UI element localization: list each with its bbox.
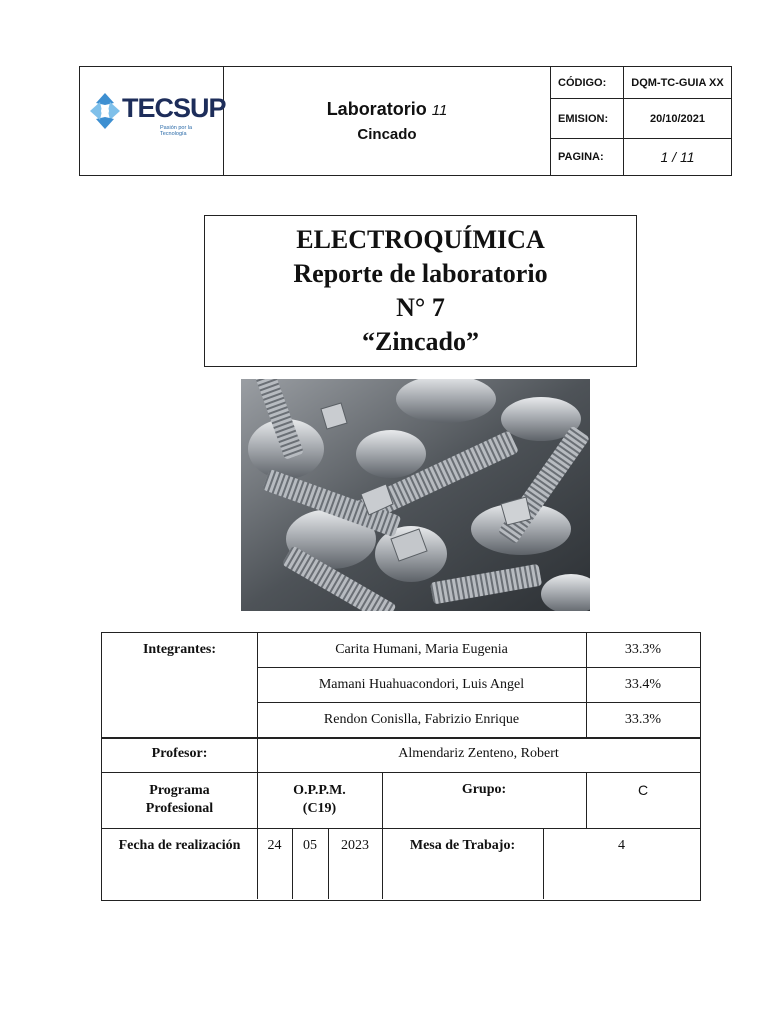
lab-title-cell — [224, 67, 551, 175]
programa-label-line2: Profesional — [145, 801, 214, 816]
lab-subtitle: Cincado — [357, 126, 417, 143]
report-number: N° 7 — [396, 293, 445, 322]
profesor-value: Almendariz Zenteno, Robert — [398, 746, 559, 761]
pagina-value: 1 / 11 — [660, 149, 695, 165]
emision-value: 20/10/2021 — [624, 99, 731, 139]
programa-value-line2: (C19) — [302, 801, 337, 816]
report-course: ELECTROQUÍMICA — [296, 225, 545, 254]
fecha-year: 2023 — [341, 838, 369, 853]
programa-label — [102, 782, 257, 818]
lab-number: 11 — [431, 102, 448, 119]
emision-label: EMISION: — [551, 99, 624, 139]
logo-wordmark: TECSUP — [122, 93, 226, 123]
mesa-label: Mesa de Trabajo: — [409, 838, 516, 853]
info-table — [101, 632, 701, 901]
member-percent: 33.4% — [624, 677, 662, 692]
programa-value-line1: O.P.P.M. — [293, 783, 346, 798]
logo-tagline: Pasión por la Tecnología — [160, 125, 193, 137]
member-name: Carita Humani, Maria Eugenia — [335, 642, 508, 657]
lab-title — [327, 99, 448, 120]
tecsup-logo — [88, 89, 226, 139]
report-title-box — [204, 215, 637, 367]
bolts-photo — [241, 379, 590, 611]
report-type: Reporte de laboratorio — [293, 259, 548, 288]
codigo-value: DQM-TC-GUIA XX — [624, 67, 731, 99]
grupo-value: C — [637, 782, 649, 798]
member-name: Mamani Huahuacondori, Luis Angel — [318, 677, 525, 692]
fecha-day: 24 — [267, 838, 282, 853]
programa-value — [257, 782, 382, 818]
mesa-value: 4 — [618, 838, 625, 853]
integrantes-label: Integrantes: — [142, 642, 217, 657]
codigo-label: CÓDIGO: — [551, 67, 624, 99]
fecha-label: Fecha de realización — [118, 838, 241, 853]
programa-label-line1: Programa — [149, 783, 210, 798]
member-percent: 33.3% — [624, 712, 662, 727]
pagina-label: PAGINA: — [551, 139, 624, 175]
logo-mark-icon — [88, 91, 122, 131]
report-topic: “Zincado” — [361, 327, 480, 356]
document-header — [79, 66, 732, 176]
fecha-month: 05 — [303, 838, 317, 853]
profesor-label: Profesor: — [151, 746, 208, 761]
grupo-label: Grupo: — [461, 782, 507, 797]
lab-title-text: Laboratorio — [326, 99, 427, 119]
logo-cell — [80, 67, 224, 175]
member-percent: 33.3% — [624, 642, 662, 657]
member-name: Rendon Conislla, Fabrizio Enrique — [323, 712, 520, 727]
